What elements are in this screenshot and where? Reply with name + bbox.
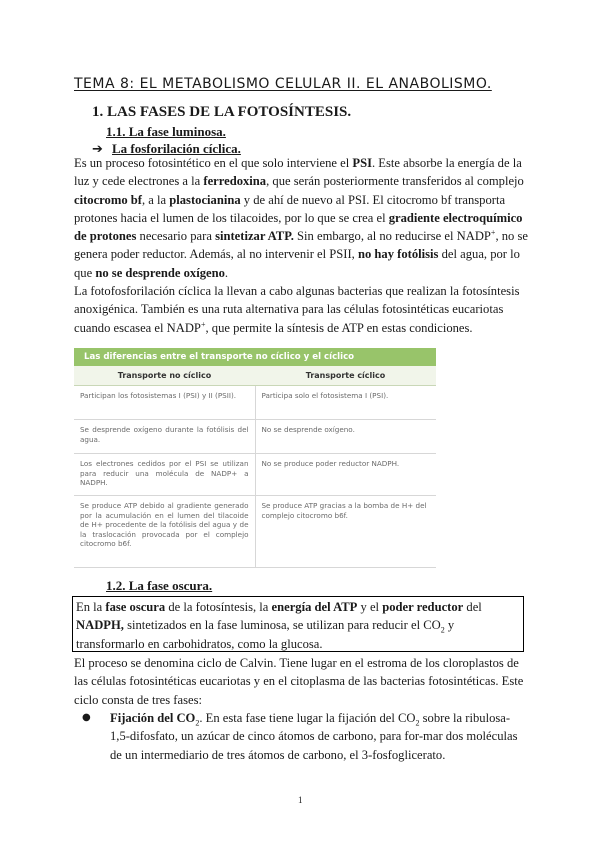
- table-row: [74, 420, 436, 454]
- page-title: TEMA 8: EL METABOLISMO CELULAR II. EL ANABOLISMO.: [74, 76, 492, 92]
- subsection-heading-light-phase: 1.1. La fase luminosa.: [106, 124, 226, 139]
- table-row: [74, 454, 436, 496]
- subsection-heading-dark-phase: 1.2. La fase oscura.: [106, 578, 213, 593]
- paragraph-anoxygenic: La fotofosforilación cíclica la llevan a cabo algunas bacterias que realizan la fotosíntesis anoxigénica. También es una ruta alternativa para las células fotosintéticas eucariotas cuando escasea el NADP+, que permite la síntesis de ATP en estas condiciones.: [74, 284, 520, 335]
- table-cell: Los electrones cedidos por el PSI se utilizan para reducir una molécula de NADP+ a NADPH.: [74, 454, 255, 496]
- paragraph-calvin: El proceso se denomina ciclo de Calvin. Tiene lugar en el estroma de los cloroplastos de las células fotosintéticas eucariotas y en el citoplasma de las bacterias fotosintéticas. Este ciclo consta de tres fases:: [74, 656, 524, 707]
- table-row: [74, 386, 436, 420]
- table-header-cyclic: Transporte cíclico: [255, 366, 436, 386]
- table-caption: Las diferencias entre el transporte no cíclico y el cíclico: [74, 348, 436, 366]
- section-heading: 1. LAS FASES DE LA FOTOSÍNTESIS.: [92, 104, 352, 120]
- arrow-icon: ➔: [92, 142, 103, 157]
- subsubsection-label: La fosforilación cíclica.: [112, 141, 241, 156]
- comparison-table: [74, 348, 436, 568]
- highlighted-definition-box: En la fase oscura de la fotosíntesis, la energía del ATP y el poder reductor del NADPH, sintetizados en la fase luminosa, se utilizan para reducir el $CO_2$ y transformarlo en carbohidratos, como la glucosa.: [72, 596, 524, 652]
- table-header-noncyclic: Transporte no cíclico: [74, 366, 255, 386]
- table-cell: No se desprende oxígeno.: [255, 420, 436, 454]
- page-number: 1: [298, 795, 303, 805]
- bullet-icon: ●: [82, 712, 91, 723]
- table-row: [74, 496, 436, 568]
- table-cell: Se produce ATP gracias a la bomba de H+ del complejo citocromo b6f.: [255, 496, 436, 568]
- table-cell: Participan los fotosistemas I (PSI) y II (PSII).: [74, 386, 255, 420]
- table-cell: Participa solo el fotosistema I (PSI).: [255, 386, 436, 420]
- table-cell: Se produce ATP debido al gradiente generado por la acumulación en el lumen del tilacoide de H+ procedente de la fotólisis del agua y de la traslocación provocada por el complejo citocromo b6f.: [74, 496, 255, 568]
- list-item: [82, 709, 528, 764]
- paragraph-cyclic: Es un proceso fotosintético en el que solo interviene el PSI. Este absorbe la energía de la luz y cede electrones a la ferredoxina, que serán posteriormente transferidos al complejo citocromo bf, a la plastocianina y de ahí de nuevo al PSI. El citocromo bf transporta protones hacia el lumen de los tilacoides, por lo que se crea el gradiente electroquímico de protones necesario para sintetizar ATP. Sin embargo, al no reducirse el NADP+, no se genera poder reductor. Además, al no intervenir el PSII, no hay fotólisis del agua, por lo que no se desprende oxígeno.: [74, 156, 528, 280]
- table-cell: No se produce poder reductor NADPH.: [255, 454, 436, 496]
- table-cell: Se desprende oxígeno durante la fotólisis del agua.: [74, 420, 255, 454]
- list-item-text: Fijación del $CO_2$. En esta fase tiene lugar la fijación del $CO_2$ sobre la ribulosa-1,5-difosfato, un azúcar de cinco átomos de carbono, para for-mar dos moléculas de un intermediario de tres átomos de carbono, el 3-fosfoglicerato.: [110, 711, 518, 762]
